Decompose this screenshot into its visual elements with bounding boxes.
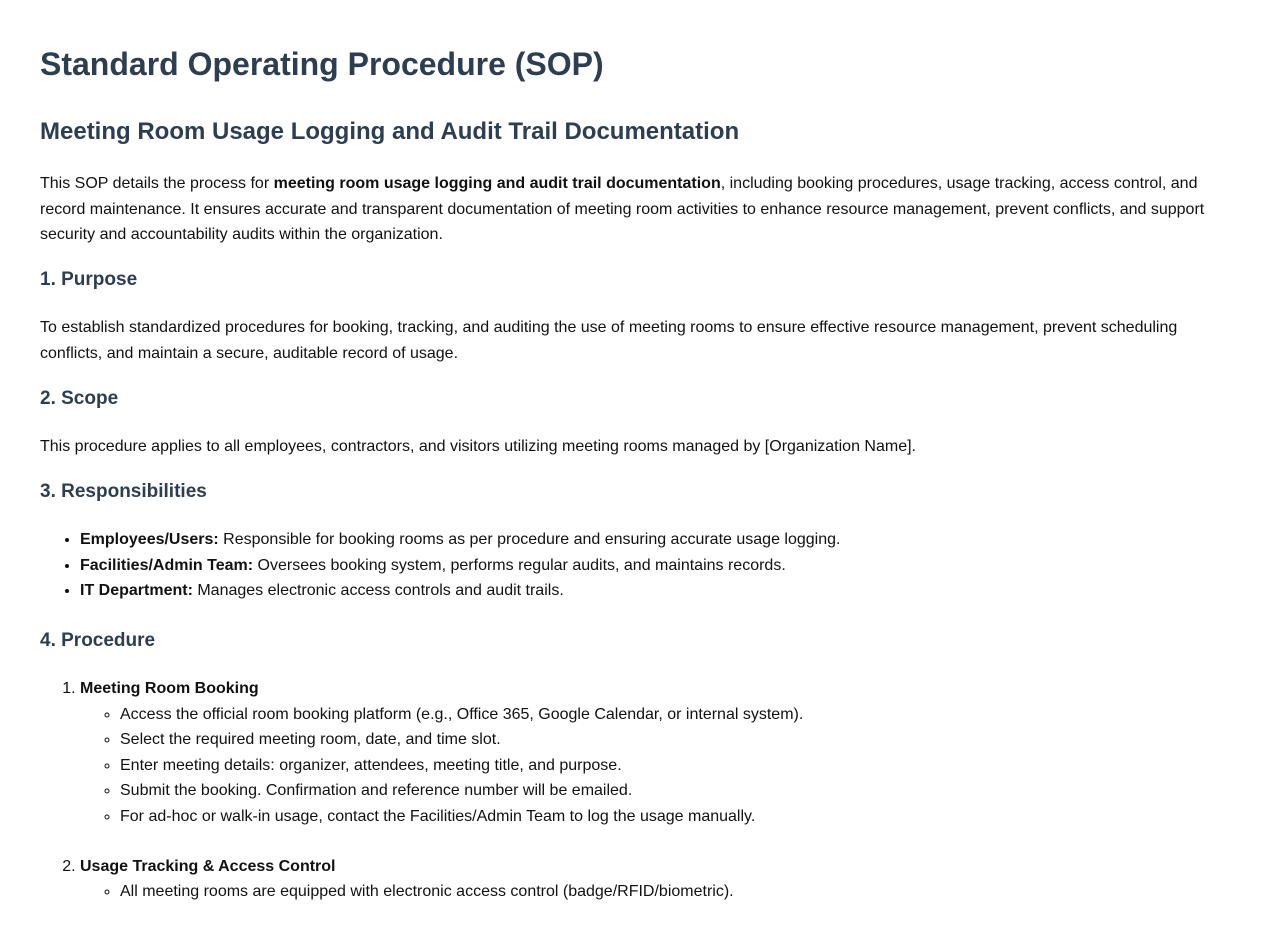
intro-prefix: This SOP details the process for [40,175,274,192]
responsibilities-heading: 3. Responsibilities [40,481,207,502]
procedure-step [80,854,1220,905]
procedure-steps [40,676,1220,929]
purpose-text: To establish standardized procedures for booking, tracking, and auditing the use of meeting rooms to ensure effective resource management, prevent scheduling conflicts, and maintain a secure, auditable record of usage. [40,319,1178,362]
purpose-heading: 1. Purpose [40,269,138,290]
step-items [80,702,1220,830]
list-item [80,527,1220,553]
role-label: Facilities/Admin Team: [80,556,254,574]
procedure-heading: 4. Procedure [40,630,156,651]
list-item [80,553,1220,579]
list-item: ◦ For ad-hoc or walk-in usage, contact the Facilities/Admin Team to log the usage manually. [120,804,1220,830]
page-title: Standard Operating Procedure (SOP) [40,46,604,82]
list-item: ◦ Access the official room booking platform (e.g., Office 365, Google Calendar, or internal system). [120,702,1220,728]
intro-paragraph [40,171,1220,248]
document-subtitle: Meeting Room Usage Logging and Audit Trail Documentation [40,118,740,145]
step-title: Usage Tracking & Access Control [80,857,336,875]
list-item [80,578,1220,604]
list-item: ◦ All meeting rooms are equipped with electronic access control (badge/RFID/biometric). [120,879,1220,905]
role-label: Employees/Users: [80,531,219,548]
role-description: Oversees booking system, performs regular audits, and maintains records. [253,556,786,574]
procedure-step [80,676,1220,830]
scope-text: This procedure applies to all employees, contractors, and visitors utilizing meeting rooms managed by [Organization Name]. [40,438,916,455]
list-item: ◦ Enter meeting details: organizer, attendees, meeting title, and purpose. [120,753,1220,779]
intro-bold: meeting room usage logging and audit trail documentation [273,175,721,192]
intro-suffix: , including booking procedures, usage tracking, access control, and record maintenance. It ensures accurate and transparent documentation of meeting room activities to enhance resource management, prevent conflicts, and support security and accountability audits within the organization. [40,175,1205,244]
step-title: Meeting Room Booking [80,680,259,697]
step-items [80,879,1220,905]
scope-heading: 2. Scope [40,388,119,409]
role-description: Responsible for booking rooms as per procedure and ensuring accurate usage logging. [218,531,841,548]
role-label: IT Department: [80,582,193,600]
list-item: ◦ Submit the booking. Confirmation and reference number will be emailed. [120,778,1220,804]
responsibilities-list [40,527,1220,604]
list-item: ◦ Select the required meeting room, date, and time slot. [120,727,1220,753]
role-description: Manages electronic access controls and audit trails. [192,582,564,600]
